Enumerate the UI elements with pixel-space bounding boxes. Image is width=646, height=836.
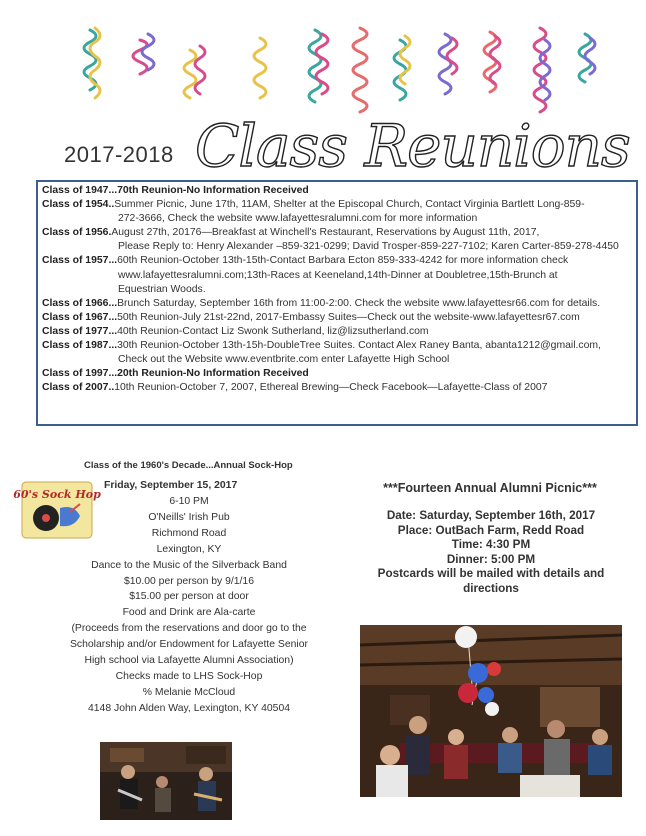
sockhop-line: Scholarship and/or Endowment for Lafayette Senior <box>70 639 308 651</box>
reunion-class: Class of 1987 <box>42 340 109 352</box>
reunion-row <box>42 297 630 311</box>
reunion-text: Brunch Saturday, September 16th from 11:00-2:00. Check the website www.lafayettesr66.com for details. <box>117 297 601 309</box>
sockhop-date: Friday, September 15, 2017 <box>104 480 238 491</box>
sockhop-line: % Melanie McCloud <box>142 686 236 698</box>
reunion-text: Summer Picnic, June 17th, 11AM, Shelter at the Episcopal Church, Contact Virginia Bartlett Long-859- <box>114 199 585 211</box>
reunion-row <box>42 184 630 198</box>
sockhop-logo-text: 60's Sock Hop <box>13 488 101 501</box>
reunion-text-continued: Please Reply to: Henry Alexander –859-321-0299; David Trosper-859-227-7102; Karen Carter-859-278-4450 <box>118 241 619 253</box>
picnic-line: directions <box>463 581 519 595</box>
picnic-line: Dinner: 5:00 PM <box>446 552 536 566</box>
reunion-class: Class of 1997 <box>42 368 109 380</box>
reunion-text-continued: Check out the Website www.eventbrite.com enter Lafayette High School <box>118 354 450 366</box>
reunion-text-continued: Equestrian Woods. <box>118 283 206 295</box>
picnic-line: Place: OutBach Farm, Redd Road <box>397 523 585 537</box>
reunion-class: Class of 1947 <box>42 185 109 196</box>
picnic-line: Date: Saturday, September 16th, 2017 <box>386 509 596 522</box>
reunion-row <box>42 381 630 395</box>
reunion-text: 70th Reunion-No Information Received <box>117 185 309 196</box>
reunion-row <box>42 254 630 296</box>
reunion-separator: ... <box>108 185 118 196</box>
reunion-separator: ... <box>108 325 118 337</box>
sockhop-line: (Proceeds from the reservations and door go to the <box>71 623 307 635</box>
sockhop-line: Richmond Road <box>151 527 227 539</box>
reunion-text: 50th Reunion-July 21st-22nd, 2017-Embassy Suites—Check out the website-www.lafayettesr67.com <box>117 311 580 323</box>
reunion-text: 60th Reunion-October 13th-15th-Contact Barbara Ecton 859-333-4242 for more information check <box>117 255 569 267</box>
reunion-separator: .. <box>108 382 115 394</box>
year-label: 2017-2018 <box>64 142 174 167</box>
reunion-separator: . <box>108 227 112 239</box>
sockhop-line: O'Neills' Irish Pub <box>148 511 230 523</box>
reunion-row <box>42 367 630 381</box>
sockhop-line: Checks made to LHS Sock-Hop <box>115 670 263 682</box>
picnic-title: ***Fourteen Annual Alumni Picnic*** <box>383 481 597 495</box>
sockhop-line: High school via Lafayette Alumni Association) <box>84 655 294 667</box>
reunion-list-box <box>36 180 638 426</box>
reunion-separator: ... <box>108 255 118 267</box>
reunion-class: Class of 1956 <box>42 227 109 239</box>
reunion-separator: ... <box>108 297 118 309</box>
band-photo <box>100 742 232 820</box>
reunion-class: Class of 1954 <box>42 199 109 211</box>
reunion-separator: ... <box>108 311 118 323</box>
reunion-separator: ... <box>108 368 118 380</box>
reunion-text: August 27th, 20176—Breakfast at Winchell's Restaurant, Reservations by August 11th, 2017, <box>111 227 540 239</box>
sockhop-line: Food and Drink are Ala-carte <box>122 607 256 619</box>
reunion-class: Class of 1957 <box>42 255 109 267</box>
sockhop-line: 4148 John Alden Way, Lexington, KY 40504 <box>88 702 290 714</box>
reunion-row <box>42 226 630 254</box>
sockhop-line: Dance to the Music of the Silverback Band <box>91 559 287 571</box>
sockhop-details <box>30 494 348 717</box>
reunion-text: 40th Reunion-Contact Liz Swonk Sutherland, liz@lizsutherland.com <box>117 325 429 337</box>
reunion-text: 30th Reunion-October 13th-15h-DoubleTree Suites. Contact Alex Raney Banta, abanta1212@gmail.com, <box>117 340 601 352</box>
sockhop-line: $15.00 per person at door <box>129 591 249 603</box>
sockhop-line: 6-10 PM <box>169 496 209 507</box>
reunion-class: Class of 1967 <box>42 311 109 323</box>
reunion-row <box>42 325 630 339</box>
reunion-text-continued: www.lafayettesralumni.com;13th-Races at Keeneland,14th-Dinner at Doubletree,15th-Brunch at <box>118 269 558 281</box>
reunion-class: Class of 2007 <box>42 382 109 394</box>
party-photo <box>360 625 622 797</box>
sockhop-line: $10.00 per person by 9/1/16 <box>124 575 254 587</box>
reunion-row <box>42 198 630 226</box>
picnic-details <box>346 509 636 597</box>
sockhop-heading: Class of the 1960's Decade...Annual Sock-Hop <box>84 460 293 471</box>
page-title: Class Reunions <box>195 112 630 180</box>
reunion-text-continued: 272-3666, Check the website www.lafayettesralumni.com for more information <box>118 213 478 225</box>
reunion-separator: ... <box>108 340 118 352</box>
sockhop-line: Lexington, KY <box>156 543 222 555</box>
reunion-class: Class of 1977 <box>42 325 109 337</box>
reunion-text: 10th Reunion-October 7, 2007, Ethereal Brewing—Check Facebook—Lafayette-Class of 2007 <box>114 382 548 394</box>
reunion-row <box>42 311 630 325</box>
picnic-line: Time: 4:30 PM <box>451 538 531 552</box>
reunion-separator: .. <box>108 199 115 211</box>
reunion-text: 20th Reunion-No Information Received <box>117 368 309 380</box>
picnic-line: Postcards will be mailed with details and <box>377 567 605 581</box>
reunion-row <box>42 339 630 367</box>
reunion-class: Class of 1966 <box>42 297 109 309</box>
